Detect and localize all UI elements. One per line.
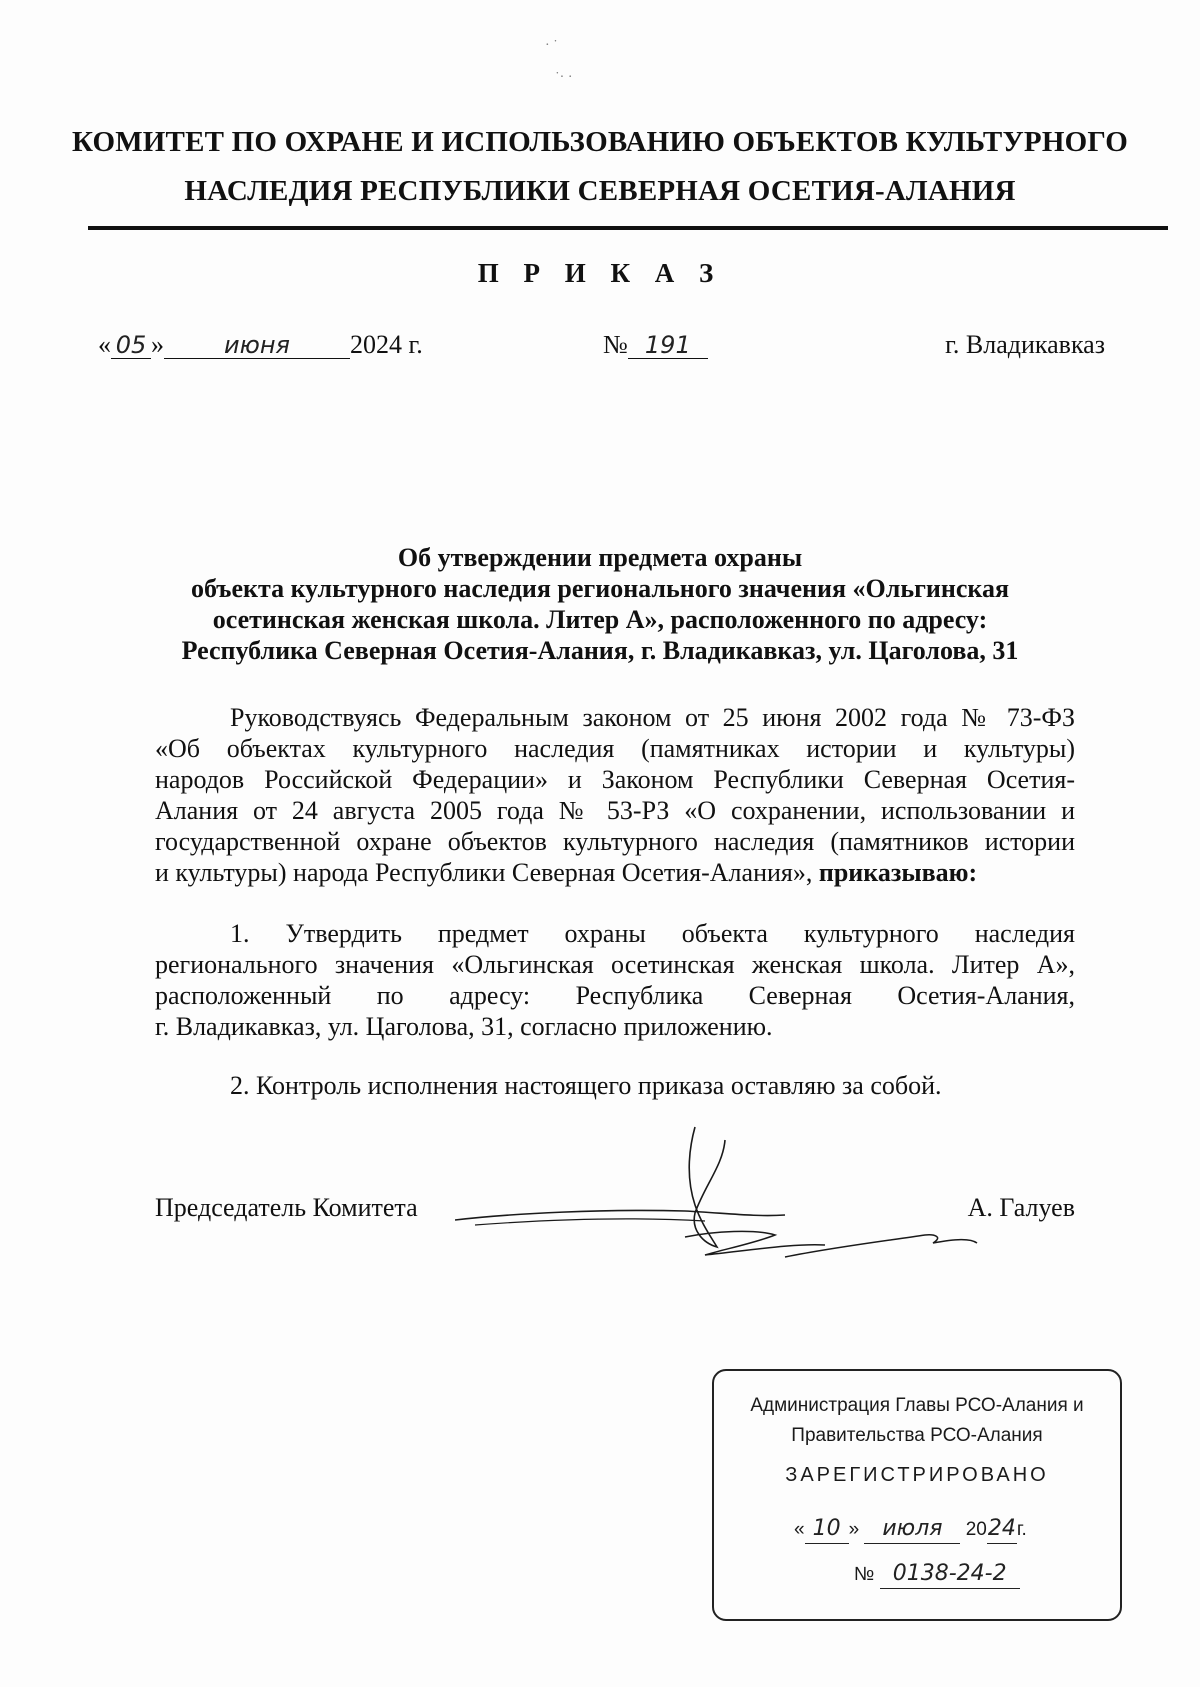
date-quote-open: «: [98, 330, 111, 359]
stamp-number: [854, 1561, 1020, 1589]
stamp-organization: [714, 1391, 1120, 1451]
paragraph-last-line: [155, 857, 1075, 888]
signatory-name: А. Галуев: [967, 1193, 1075, 1222]
date-day: 05: [115, 331, 147, 359]
stamp-year-field: [987, 1516, 1017, 1544]
subject-line: осетинская женская школа. Литер А», расположенного по адресу:: [212, 605, 988, 634]
stamp-date-quote-close: »: [848, 1519, 860, 1540]
stamp-year-prefix: 20: [965, 1519, 987, 1540]
header-rule: [88, 226, 1168, 230]
item-2: [155, 1070, 1075, 1101]
paragraph-line: расположенный по адресу: Республика Северная Осетия-Алания,: [155, 981, 1075, 1010]
date-month: июня: [224, 331, 290, 359]
paragraph-line: Алания от 24 августа 2005 года № 53-РЗ «О сохранении, использовании и: [155, 796, 1075, 825]
paragraph-line: народов Российской Федерации» и Законом Республики Северная Осетия-: [155, 765, 1075, 794]
item-1: [155, 918, 1075, 1042]
scan-speck: ˙· ·: [555, 70, 573, 85]
stamp-year-suffix: 24: [987, 1516, 1016, 1541]
stamp-day-field: [805, 1516, 849, 1544]
stamp-date: [794, 1516, 1027, 1544]
paragraph-line: Руководствуясь Федеральным законом от 25 июня 2002 года № 73-ФЗ: [230, 703, 1075, 732]
order-number: [603, 330, 708, 360]
stamp-number-label: №: [854, 1564, 875, 1585]
subject-line: Республика Северная Осетия-Алания, г. Владикавказ, ул. Цаголова, 31: [181, 636, 1019, 665]
paragraph-line: 1. Утвердить предмет охраны объекта культурного наследия: [230, 919, 1075, 948]
scan-speck: · ˙: [545, 38, 558, 53]
order-subject: [0, 542, 1200, 666]
stamp-day: 10: [812, 1516, 841, 1541]
order-verb: приказываю:: [818, 858, 978, 887]
paragraph-line: г. Владикавказ, ул. Цаголова, 31, согласно приложению.: [155, 1012, 773, 1041]
subject-line: Об утверждении предмета охраны: [397, 543, 803, 572]
stamp-year-unit: г.: [1016, 1519, 1027, 1540]
stamp-month-field: [864, 1516, 960, 1544]
paragraph-line: «Об объектах культурного наследия (памятниках истории и культуры): [155, 734, 1075, 763]
number-value: 191: [644, 331, 691, 359]
paragraph-line: 2. Контроль исполнения настоящего приказа оставляю за собой.: [230, 1071, 942, 1100]
stamp-month: июля: [882, 1516, 943, 1541]
stamp-status: ЗАРЕГИСТРИРОВАНО: [785, 1464, 1049, 1486]
date-quote-close: »: [151, 330, 164, 359]
registration-stamp: [712, 1369, 1122, 1621]
document-type: П Р И К А З: [477, 258, 723, 288]
header-line-1: КОМИТЕТ ПО ОХРАНЕ И ИСПОЛЬЗОВАНИЮ ОБЪЕКТОВ КУЛЬТУРНОГО: [71, 126, 1129, 158]
number-label: №: [603, 330, 628, 359]
paragraph-line-text: и культуры) народа Республики Северная Осетия-Алания»,: [155, 858, 813, 887]
stamp-date-quote-open: «: [794, 1519, 805, 1540]
date-month-field: [164, 332, 350, 359]
stamp-org-line: Правительства РСО-Алания: [791, 1425, 1043, 1446]
subject-line: объекта культурного наследия регионального значения «Ольгинская: [190, 574, 1010, 603]
stamp-org-line: Администрация Главы РСО-Алания и: [750, 1395, 1084, 1416]
city: г. Владикавказ: [945, 330, 1105, 359]
basis-paragraph: [155, 702, 1075, 888]
header-line-2: НАСЛЕДИЯ РЕСПУБЛИКИ СЕВЕРНАЯ ОСЕТИЯ-АЛАНИЯ: [184, 175, 1016, 207]
number-field: [628, 332, 708, 359]
date-year: 2024 г.: [350, 330, 423, 359]
stamp-number-value: 0138-24-2: [892, 1561, 1007, 1586]
date-day-field: [111, 332, 151, 359]
paragraph-line: государственной охране объектов культурного наследия (памятников истории: [155, 827, 1075, 856]
signatory-title: Председатель Комитета: [155, 1193, 418, 1222]
paragraph-line: регионального значения «Ольгинская осетинская женская школа. Литер А»,: [155, 950, 1075, 979]
handwritten-signature: [455, 1125, 995, 1265]
order-date: [98, 330, 423, 360]
stamp-number-field: [880, 1561, 1020, 1589]
